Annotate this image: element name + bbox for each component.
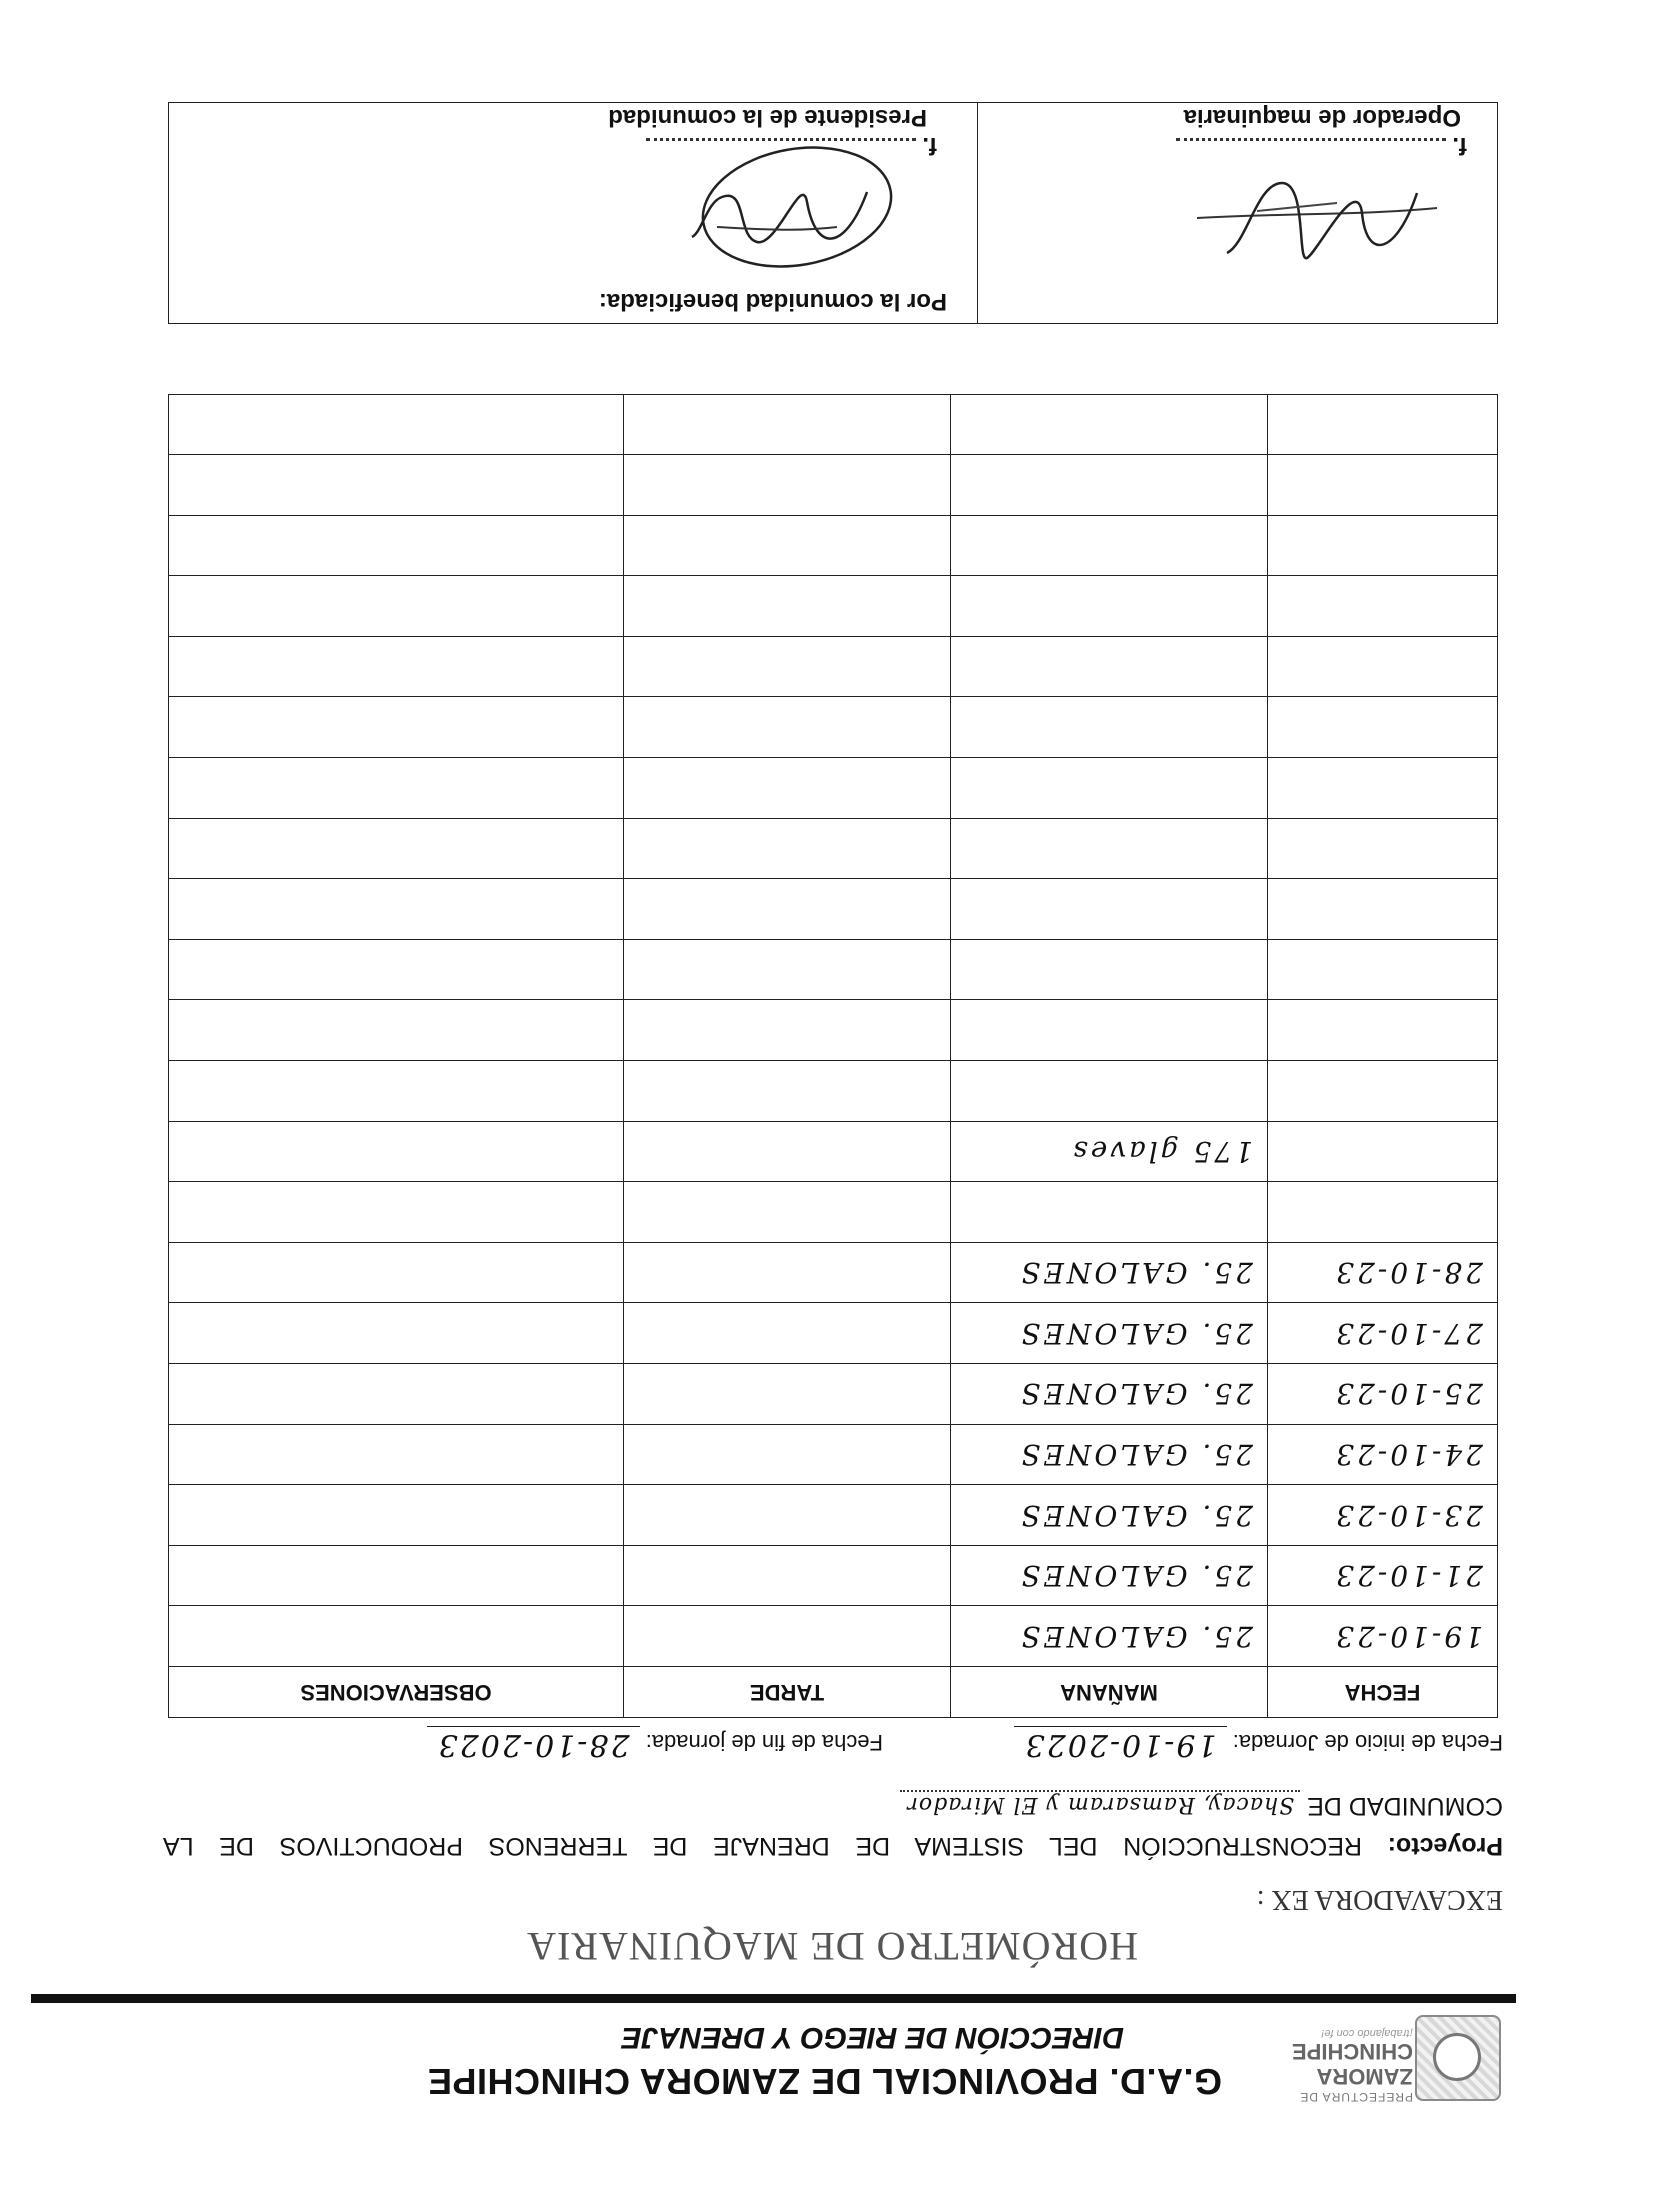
cell-observaciones [169, 1424, 624, 1485]
cell-tarde [624, 697, 951, 758]
cell-fecha [1268, 455, 1498, 516]
table-row [169, 394, 1498, 455]
cell-manana [951, 455, 1268, 516]
cell-manana [951, 394, 1268, 455]
operator-signature-dots [1176, 138, 1446, 155]
operator-signature [1157, 163, 1457, 273]
prefecture-logo [1291, 2010, 1501, 2105]
table-row [169, 636, 1498, 697]
cell-observaciones [169, 1061, 624, 1122]
cell-observaciones [169, 1606, 624, 1667]
beneficiary-label: Por la comunidad beneficiada: [598, 288, 947, 315]
table-row [169, 1606, 1498, 1667]
cell-manana [951, 1061, 1268, 1122]
logo-text-prefecture: PREFECTURA DE [1299, 2090, 1413, 2104]
cell-tarde [624, 1121, 951, 1182]
cell-manana: 175 glaves [951, 1121, 1268, 1182]
organization-name: G.A.D. PROVINCIAL DE ZAMORA CHINCHIPE [427, 2061, 1222, 2102]
table-row [169, 1182, 1498, 1243]
community-line [900, 1791, 1503, 1820]
cell-fecha [1268, 576, 1498, 637]
cell-observaciones [169, 1121, 624, 1182]
cell-observaciones [169, 1485, 624, 1546]
table-row [169, 939, 1498, 1000]
cell-fecha [1268, 1061, 1498, 1122]
cell-tarde [624, 455, 951, 516]
cell-manana: 25. GALONES [951, 1303, 1268, 1364]
table-body [169, 394, 1498, 1666]
president-signature-prefix: f. [922, 132, 937, 159]
cell-observaciones [169, 515, 624, 576]
cell-manana: 25. GALONES [951, 1424, 1268, 1485]
cell-tarde [624, 1424, 951, 1485]
cell-manana [951, 879, 1268, 940]
cell-manana [951, 818, 1268, 879]
cell-manana [951, 636, 1268, 697]
header-manana: MAÑANA [951, 1667, 1268, 1718]
cell-tarde [624, 939, 951, 1000]
table-row [169, 818, 1498, 879]
cell-manana [951, 1182, 1268, 1243]
cell-fecha: 24-10-23 [1268, 1424, 1498, 1485]
community-label: COMUNIDAD DE [1307, 1792, 1503, 1820]
operator-signature-cell [978, 103, 1498, 324]
prefecture-seal-icon [1415, 2015, 1501, 2101]
cell-tarde [624, 1485, 951, 1546]
table-row [169, 1545, 1498, 1606]
table-row [169, 879, 1498, 940]
cell-observaciones [169, 758, 624, 819]
cell-fecha: 21-10-23 [1268, 1545, 1498, 1606]
cell-observaciones [169, 879, 624, 940]
president-signature [657, 137, 917, 287]
end-date-label: Fecha de fin de jornada: [645, 1730, 883, 1755]
cell-fecha [1268, 1121, 1498, 1182]
cell-manana [951, 576, 1268, 637]
community-value: Shacay, Ramsaram y El Mirador [900, 1790, 1300, 1817]
table-row [169, 1061, 1498, 1122]
cell-tarde [624, 818, 951, 879]
logo-tagline: ¡trabajando con fe! [1321, 2026, 1413, 2039]
end-date-field [427, 1727, 883, 1762]
cell-observaciones [169, 1545, 624, 1606]
cell-tarde [624, 1303, 951, 1364]
project-line [163, 1832, 1503, 1860]
cell-observaciones [169, 636, 624, 697]
table-row [169, 1121, 1498, 1182]
cell-fecha [1268, 636, 1498, 697]
cell-observaciones [169, 1364, 624, 1425]
cell-fecha: 28-10-23 [1268, 1242, 1498, 1303]
cell-fecha: 19-10-23 [1268, 1606, 1498, 1667]
cell-tarde [624, 1364, 951, 1425]
cell-tarde [624, 1182, 951, 1243]
logo-text-zamora: ZAMORA [1316, 2064, 1413, 2090]
operator-signature-line [1176, 131, 1467, 159]
cell-tarde [624, 1606, 951, 1667]
cell-observaciones [169, 697, 624, 758]
hours-table [168, 394, 1498, 1718]
machine-label: EXCAVADORA EX : [1256, 1884, 1503, 1915]
department-name: DIRECCIÓN DE RIEGO Y DRENAJE [621, 2021, 1124, 2054]
cell-observaciones [169, 818, 624, 879]
cell-observaciones [169, 455, 624, 516]
cell-tarde [624, 1061, 951, 1122]
project-label: Proyecto: [1387, 1832, 1503, 1860]
header-observaciones: OBSERVACIONES [169, 1667, 624, 1718]
cell-manana: 25. GALONES [951, 1242, 1268, 1303]
cell-manana: 25. GALONES [951, 1545, 1268, 1606]
cell-tarde [624, 515, 951, 576]
start-date-label: Fecha de inicio de Jornada: [1232, 1730, 1503, 1755]
table-row [169, 1424, 1498, 1485]
cell-tarde [624, 758, 951, 819]
cell-tarde [624, 879, 951, 940]
table-row [169, 1000, 1498, 1061]
header-divider [31, 1994, 1516, 2003]
president-role: Presidente de la comunidad [608, 104, 927, 131]
cell-observaciones [169, 1000, 624, 1061]
table-row [169, 758, 1498, 819]
cell-manana [951, 939, 1268, 1000]
signature-block [168, 102, 1498, 324]
operator-role: Operador de maquinaria [1183, 104, 1461, 131]
cell-fecha [1268, 818, 1498, 879]
cell-tarde [624, 1242, 951, 1303]
operator-signature-prefix: f. [1452, 132, 1467, 159]
form-title: HORÓMETRO DE MAQUINARIA [526, 1924, 1138, 1969]
cell-manana [951, 1000, 1268, 1061]
cell-fecha: 25-10-23 [1268, 1364, 1498, 1425]
cell-tarde [624, 1545, 951, 1606]
cell-fecha [1268, 1000, 1498, 1061]
project-text: RECONSTRUCCIÓN DEL SISTEMA DE DRENAJE DE TERRENOS PRODUCTIVOS DE LA [163, 1832, 1363, 1860]
cell-fecha: 27-10-23 [1268, 1303, 1498, 1364]
cell-observaciones [169, 1182, 624, 1243]
table-header-row [169, 1667, 1498, 1718]
cell-manana [951, 697, 1268, 758]
cell-fecha [1268, 1182, 1498, 1243]
table-row [169, 455, 1498, 516]
president-signature-dots [646, 138, 916, 155]
table-row [169, 515, 1498, 576]
table-row [169, 1303, 1498, 1364]
cell-fecha [1268, 939, 1498, 1000]
cell-tarde [624, 636, 951, 697]
cell-observaciones [169, 576, 624, 637]
header-fecha: FECHA [1268, 1667, 1498, 1718]
cell-manana [951, 758, 1268, 819]
cell-tarde [624, 394, 951, 455]
cell-observaciones [169, 394, 624, 455]
cell-fecha [1268, 697, 1498, 758]
end-date-value: 28-10-2023 [427, 1726, 640, 1762]
table-row [169, 1242, 1498, 1303]
community-signature-cell [169, 103, 978, 324]
cell-fecha [1268, 758, 1498, 819]
cell-manana: 25. GALONES [951, 1485, 1268, 1546]
president-signature-line [646, 131, 937, 159]
table-row [169, 1364, 1498, 1425]
cell-tarde [624, 576, 951, 637]
cell-fecha [1268, 515, 1498, 576]
table-row [169, 576, 1498, 637]
start-date-field [1014, 1727, 1503, 1762]
cell-observaciones [169, 939, 624, 1000]
header-tarde: TARDE [624, 1667, 951, 1718]
cell-tarde [624, 1000, 951, 1061]
cell-fecha: 23-10-23 [1268, 1485, 1498, 1546]
cell-observaciones [169, 1242, 624, 1303]
cell-observaciones [169, 1303, 624, 1364]
table-row [169, 1485, 1498, 1546]
cell-manana: 25. GALONES [951, 1606, 1268, 1667]
date-range [436, 1727, 1503, 1762]
start-date-value: 19-10-2023 [1014, 1726, 1227, 1762]
cell-manana [951, 515, 1268, 576]
table-row [169, 697, 1498, 758]
cell-fecha [1268, 394, 1498, 455]
cell-fecha [1268, 879, 1498, 940]
cell-manana: 25. GALONES [951, 1364, 1268, 1425]
logo-text-chinchipe: CHINCHIPE [1291, 2038, 1413, 2064]
